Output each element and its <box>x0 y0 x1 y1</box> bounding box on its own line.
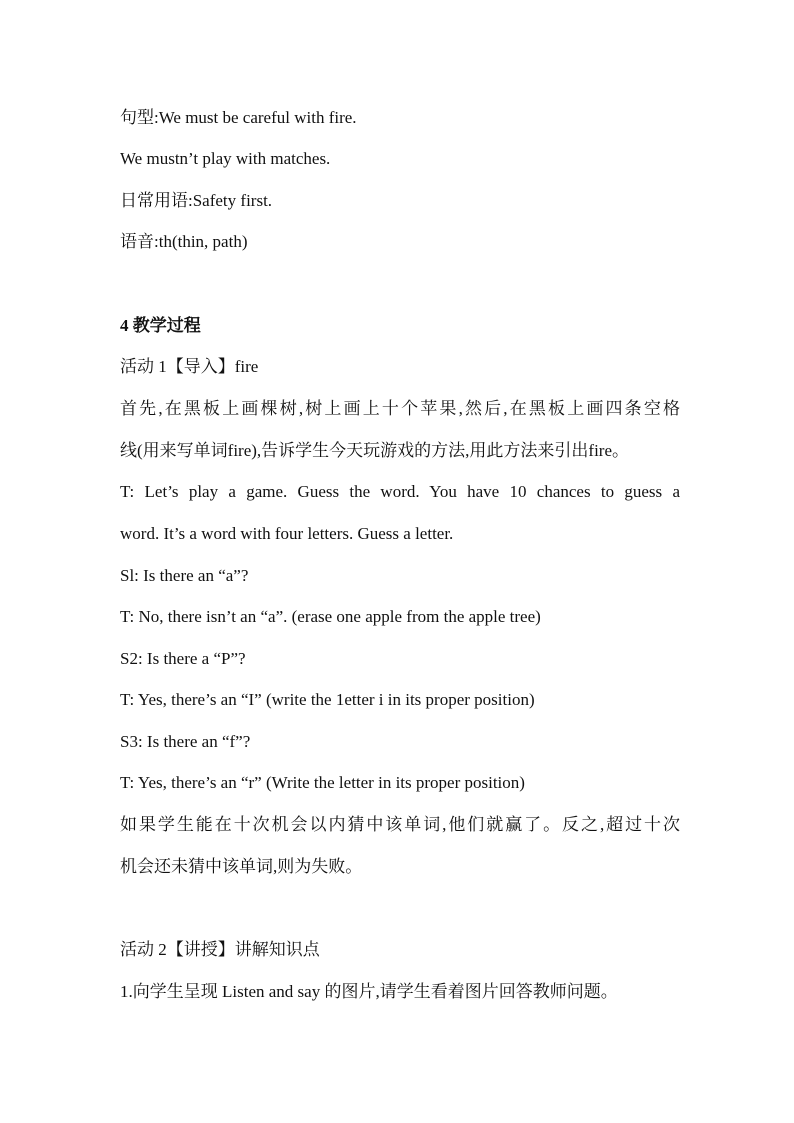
dialogue-line: Sl: Is there an “a”? <box>120 566 249 585</box>
daily-expression-line: 日常用语:Safety first. <box>120 191 273 210</box>
paragraph-line: 线(用来写单词fire),告诉学生今天玩游戏的方法,用此方法来引出fire。 <box>120 441 630 460</box>
dialogue-line: S2: Is there a “P”? <box>120 649 246 668</box>
dialogue-line: S3: Is there an “f”? <box>120 732 251 751</box>
phonics-line: 语音:th(thin, path) <box>120 232 248 251</box>
sentence-line: We mustn’t play with matches. <box>120 149 331 168</box>
paragraph-line: 如果学生能在十次机会以内猜中该单词,他们就赢了。反之,超过十次 <box>120 815 680 834</box>
dialogue-line: T: No, there isn’t an “a”. (erase one apple from the apple tree) <box>120 607 541 626</box>
dialogue-line: T: Yes, there’s an “r” (Write the letter in its proper position) <box>120 773 525 792</box>
step-line: 1.向学生呈现 Listen and say 的图片,请学生看着图片回答教师问题。 <box>120 982 618 1001</box>
paragraph-line: 机会还未猜中该单词,则为失败。 <box>120 857 363 876</box>
dialogue-line: T: Let’s play a game. Guess the word. You have 10 chances to guess a <box>120 482 680 501</box>
paragraph-line: 首先,在黑板上画棵树,树上画上十个苹果,然后,在黑板上画四条空格 <box>120 399 680 418</box>
dialogue-line: T: Yes, there’s an “I” (write the 1etter i in its proper position) <box>120 690 535 709</box>
sentence-pattern-line: 句型:We must be careful with fire. <box>120 108 357 127</box>
dialogue-line: word. It’s a word with four letters. Guess a letter. <box>120 524 454 543</box>
section-heading: 4 教学过程 <box>120 316 201 335</box>
activity-1-title: 活动 1【导入】fire <box>120 357 259 376</box>
activity-2-title: 活动 2【讲授】讲解知识点 <box>120 940 320 959</box>
